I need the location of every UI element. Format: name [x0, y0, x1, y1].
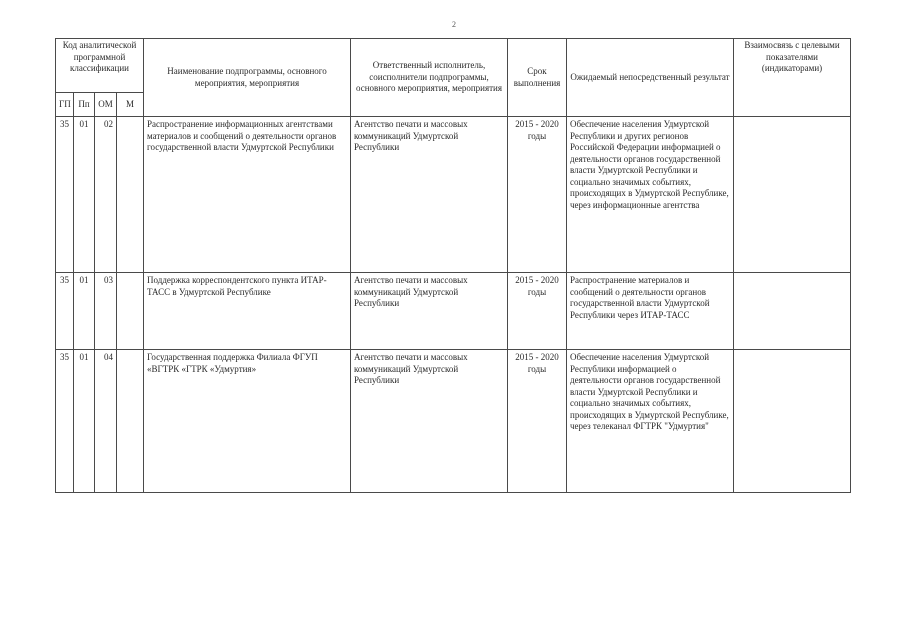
table-row — [56, 273, 851, 350]
cell-result: Распространение материалов и сообщений о деятельности органов государственной власти Удмуртской Республики через ИТАР-ТАСС — [567, 273, 734, 350]
cell-m — [117, 117, 144, 273]
header-m: М — [117, 93, 144, 117]
cell-name: Поддержка корреспондентского пункта ИТАР-ТАСС в Удмуртской Республике — [144, 273, 351, 350]
header-row — [56, 39, 851, 93]
cell-m — [117, 273, 144, 350]
header-gp: ГП — [56, 93, 74, 117]
cell-term: 2015 - 2020 годы — [508, 117, 567, 273]
cell-result: Обеспечение населения Удмуртской Республики информацией о деятельности органов государственной власти Удмуртской Республики и социально значимых событиях, происходящих в Удмуртской Республике, через телеканал ФГТРК "Удмуртия" — [567, 350, 734, 493]
cell-executor: Агентство печати и массовых коммуникаций Удмуртской Республики — [351, 117, 508, 273]
cell-result: Обеспечение населения Удмуртской Республики и других регионов Российской Федерации информацией о деятельности органов государственной власти Удмуртской Республики и социально значимых событиях, происходящих в Удмуртской Республике, через информационные агентства — [567, 117, 734, 273]
header-pp: Пп — [74, 93, 95, 117]
cell-gp: 35 — [56, 117, 74, 273]
header-executor: Ответственный исполнитель, соисполнители подпрограммы, основного мероприятия, мероприятия — [351, 39, 508, 117]
cell-om: 03 — [95, 273, 117, 350]
cell-gp: 35 — [56, 273, 74, 350]
cell-pp: 01 — [74, 350, 95, 493]
cell-relation — [734, 350, 851, 493]
cell-term: 2015 - 2020 годы — [508, 350, 567, 493]
page-number: 2 — [452, 20, 456, 29]
cell-executor: Агентство печати и массовых коммуникаций Удмуртской Республики — [351, 350, 508, 493]
cell-pp: 01 — [74, 273, 95, 350]
cell-executor: Агентство печати и массовых коммуникаций Удмуртской Республики — [351, 273, 508, 350]
header-result: Ожидаемый непосредственный результат — [567, 39, 734, 117]
table-row — [56, 117, 851, 273]
header-relation: Взаимосвязь с целевыми показателями (индикаторами) — [734, 39, 851, 117]
program-table — [55, 38, 851, 493]
cell-term: 2015 - 2020 годы — [508, 273, 567, 350]
header-term: Срок выполнения — [508, 39, 567, 117]
header-om: ОМ — [95, 93, 117, 117]
cell-om: 02 — [95, 117, 117, 273]
header-code: Код аналитической программной классификации — [56, 39, 144, 93]
cell-om: 04 — [95, 350, 117, 493]
cell-pp: 01 — [74, 117, 95, 273]
table-row — [56, 350, 851, 493]
cell-gp: 35 — [56, 350, 74, 493]
header-name: Наименование подпрограммы, основного мероприятия, мероприятия — [144, 39, 351, 117]
cell-m — [117, 350, 144, 493]
cell-relation — [734, 273, 851, 350]
cell-name: Государственная поддержка Филиала ФГУП «ВГТРК «ГТРК «Удмуртия» — [144, 350, 351, 493]
cell-name: Распространение информационных агентствами материалов и сообщений о деятельности органов государственной власти Удмуртской Республики — [144, 117, 351, 273]
cell-relation — [734, 117, 851, 273]
